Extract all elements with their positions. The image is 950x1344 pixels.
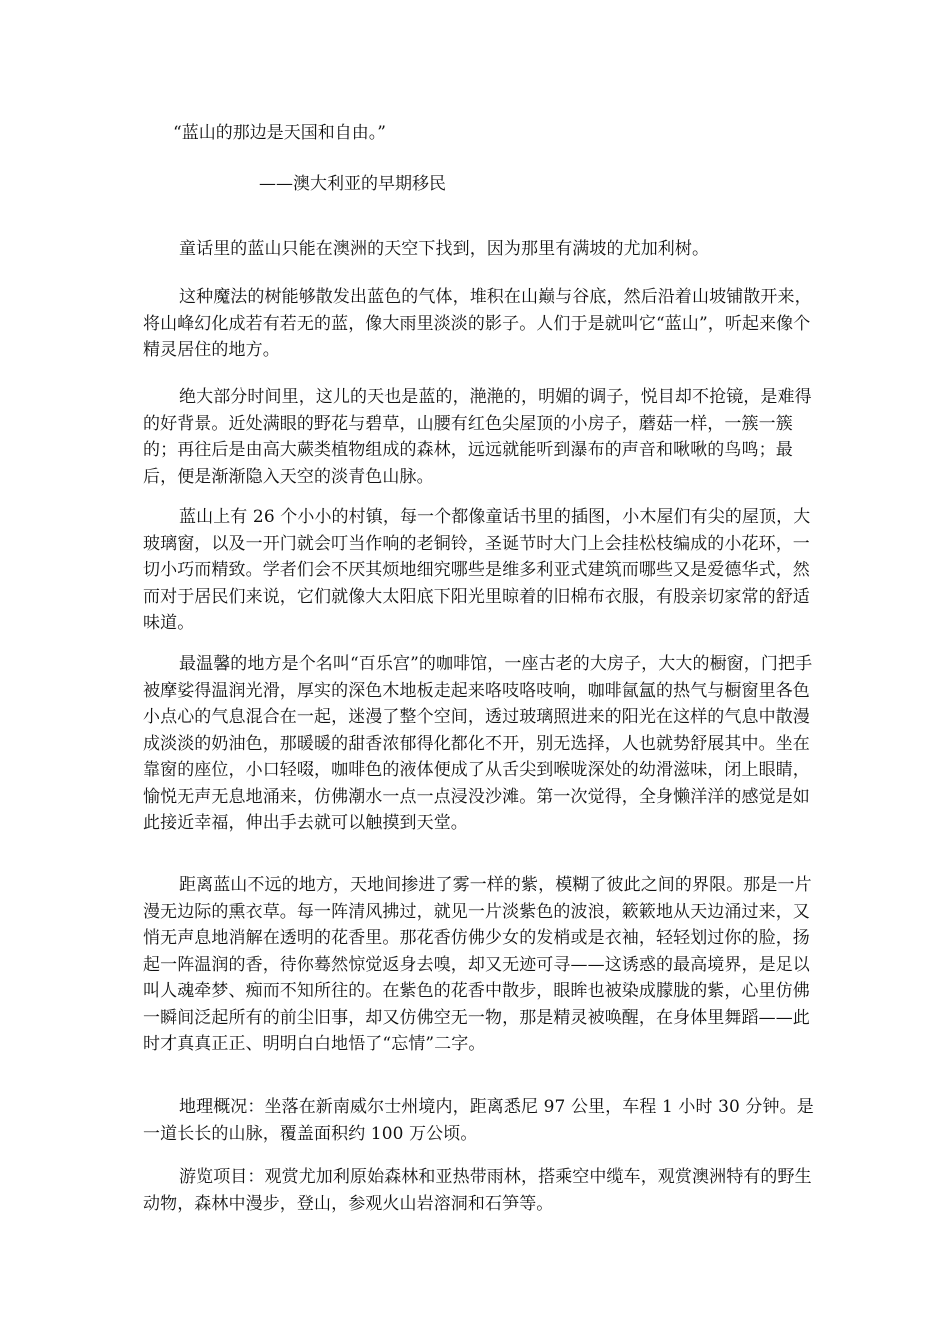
paragraph-lavender: 距离蓝山不远的地方，天地间掺进了雾一样的紫，模糊了彼此之间的界限。那是一片漫无边际的熏衣草。每一阵清风拂过，就见一片淡紫色的波浪，簌簌地从天边涌过来，又悄无声息地消解在透明的花香里。那花香仿佛少女的发梢或是衣袖，轻轻划过你的脸，扬起一阵温润的香，待你蓦然惊觉返身去嗅，却又无迹可寻——这诱惑的最高境界，是足以叫人魂牵梦、痴而不知所往的。在紫色的花香中散步，眼眸也被染成朦胧的紫，心里仿佛一瞬间泛起所有的前尘旧事，却又仿佛空无一物，那是精灵被唤醒，在身体里舞蹈——此时才真真正正、明明白白地悟了“忘情”二字。 bbox=[143, 875, 812, 1054]
epigraph-attribution: ——澳大利亚的早期移民 bbox=[259, 174, 446, 194]
paragraph-magic-tree: 这种魔法的树能够散发出蓝色的气体，堆积在山巅与谷底，然后沿着山坡铺散开来，将山峰幻化成若有若无的蓝，像大雨里淡淡的影子。人们于是就叫它“蓝山”，听起来像个精灵居住的地方。 bbox=[143, 287, 812, 360]
epigraph-quote: “蓝山的那边是天国和自由。” bbox=[173, 123, 386, 143]
paragraph-cafe: 最温馨的地方是个名叫“百乐宫”的咖啡馆，一座古老的大房子，大大的橱窗，门把手被摩娑得温润光滑，厚实的深色木地板走起来咯吱咯吱响，咖啡氤氲的热气与橱窗里各色小点心的气息混合在一起，迷漫了整个空间，透过玻璃照进来的阳光在这样的气息中散漫成淡淡的奶油色，那暖暖的甜香浓郁得化都化不开，别无选择，人也就势舒展其中。坐在靠窗的座位，小口轻啜，咖啡色的液体便成了从舌尖到喉咙深处的幼滑滋味，闭上眼睛，愉悦无声无息地涌来，仿佛潮水一点一点浸没沙滩。第一次觉得，全身懒洋洋的感觉是如此接近幸福，伸出手去就可以触摸到天堂。 bbox=[143, 654, 813, 833]
paragraph-intro: 童话里的蓝山只能在澳洲的天空下找到，因为那里有满坡的尤加利树。 bbox=[179, 239, 710, 259]
paragraph-geography: 地理概况：坐落在新南威尔士州境内，距离悉尼 97 公里，车程 1 小时 30 分钟。是一道长长的山脉，覆盖面积约 100 万公顷。 bbox=[143, 1097, 814, 1144]
paragraph-villages: 蓝山上有 26 个小小的村镇，每一个都像童话书里的插图，小木屋们有尖的屋顶，大玻璃窗，以及一开门就会叮当作响的老铜铃，圣诞节时大门上会挂松枝编成的小花环，一切小巧而精致。学者们会不厌其烦地细究哪些是维多利亚式建筑而哪些又是爱德华式，然而对于居民们来说，它们就像大太阳底下阳光里晾着的旧棉布衣服，有股亲切家常的舒适味道。 bbox=[143, 507, 811, 633]
paragraph-blue-sky: 绝大部分时间里，这儿的天也是蓝的，滟滟的，明媚的调子，悦目却不抢镜，是难得的好背景。近处满眼的野花与碧草，山腰有红色尖屋顶的小房子，蘑菇一样，一簇一簇的；再往后是由高大蕨类植物组成的森林，远远就能听到瀑布的声音和啾啾的鸟鸣；最后，便是渐渐隐入天空的淡青色山脉。 bbox=[143, 387, 812, 487]
paragraph-activities: 游览项目：观赏尤加利原始森林和亚热带雨林，搭乘空中缆车，观赏澳洲特有的野生动物，森林中漫步，登山，参观火山岩溶洞和石笋等。 bbox=[143, 1167, 812, 1214]
